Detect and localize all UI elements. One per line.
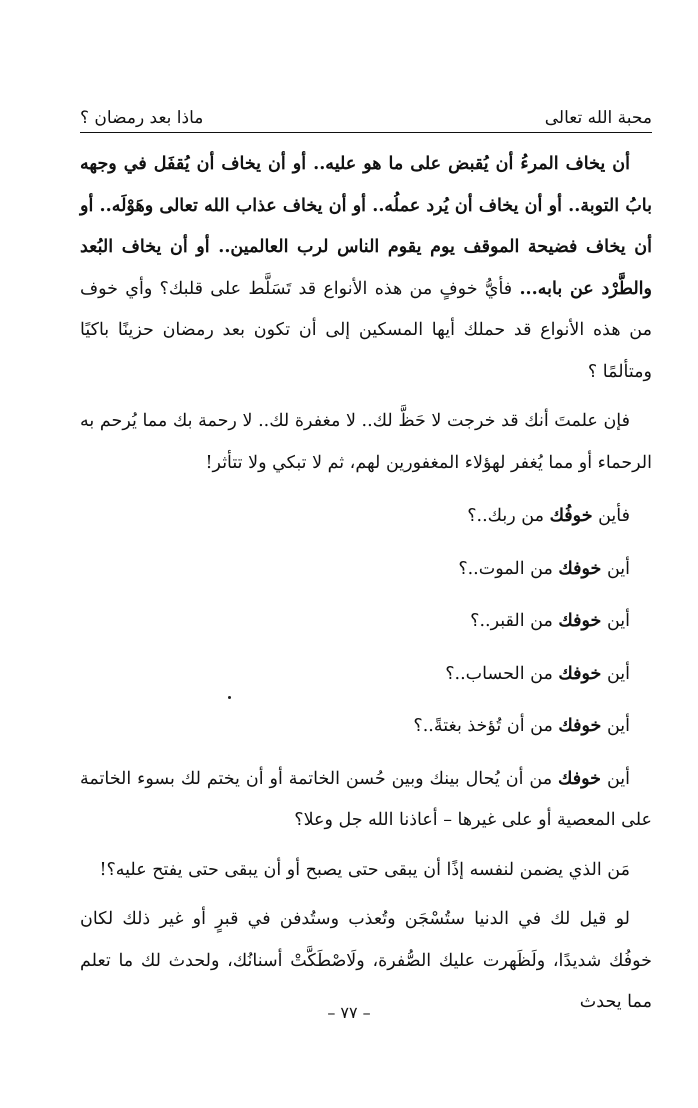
question-list <box>80 490 652 753</box>
stray-dot-mark <box>228 696 231 699</box>
question-prefix: أين <box>601 558 630 579</box>
question-prefix: أين <box>601 663 630 684</box>
question-prefix: فأين <box>592 506 630 526</box>
question-keyword: خوفُك <box>549 506 593 526</box>
question-keyword: خوفك <box>558 558 602 579</box>
paragraph-fears-plain: فأيُّ خوفٍ من هذه الأنواع قد تَسَلَّط على قلبك؟ وأي خوف من هذه الأنواع قد حملك أيها المسكين إلى أن تكون بعد رمضان حزينًا باكيًا ومتألمًا ؟ <box>80 278 652 382</box>
question-suffix: من القبر..؟ <box>470 611 559 631</box>
running-header <box>80 100 652 128</box>
question-keyword: خوفك <box>558 663 602 684</box>
paragraph-worldly-fear: لو قيل لك في الدنيا ستُسْجَن وتُعذب وستُدفن في قبرٍ أو غير ذلك لكان خوفُك شديدًا، ولَظَهرت عليك الصُّفرة، ولَاصْطَكَّتْ أسنانُك، ولحدث لك ما تعلم مما يحدث <box>80 909 652 1012</box>
question-keyword: خوفك <box>558 611 602 631</box>
paragraph-fears <box>80 144 652 393</box>
good-ending-prefix: أين <box>601 768 630 789</box>
question-suffix: من ربك..؟ <box>467 506 550 526</box>
paragraph-who-guarantees: مَن الذي يضمن لنفسه إذًا أن يبقى حتى يصبح أو أن يبقى حتى يفتح عليه؟! <box>99 859 630 880</box>
question-suffix: من الموت..؟ <box>458 558 559 579</box>
good-ending-keyword: خوفك <box>558 768 601 789</box>
question-suffix: من الحساب..؟ <box>445 663 559 684</box>
good-ending-suffix: من أن يُحال بينك وبين حُسن الخاتمة أو أن يختم لك بسوء الخاتمة على المعصية أو على غيرها – أعاذنا الله جل وعلا؟ <box>80 768 652 830</box>
question-item <box>80 595 652 648</box>
paragraph-fears-bold: أن يخاف المرءُ أن يُقبض على ما هو عليه.. أو أن يخاف أن يُقفَل في وجهه بابُ التوبة.. أو أن يخاف أن يُرد عملُه.. أو أن يخاف عذاب الله تعالى وهَوْلَه.. أو أن يخاف فضيحة الموقف يوم يقوم الناس لرب العالمين.. أو أن يخاف البُعد والطَّرْد عن بابه... <box>80 154 652 299</box>
question-prefix: أين <box>601 716 630 736</box>
question-item <box>80 543 652 596</box>
question-keyword: خوفك <box>558 716 602 736</box>
question-suffix: من أن تُؤخذ بغتةً..؟ <box>413 716 559 736</box>
chapter-title: ماذا بعد رمضان ؟ <box>80 108 204 128</box>
header-divider <box>80 132 652 133</box>
paragraph-no-share: فإن علمتَ أنك قد خرجت لا حَظَّ لك.. لا مغفرة لك.. لا رحمة بك مما يُرحم به الرحماء أو مما يُغفر لهؤلاء المغفورين لهم، ثم لا تبكي ولا تتأثر! <box>80 411 652 473</box>
paragraph-good-ending <box>80 759 652 842</box>
question-item <box>80 700 652 753</box>
question-item <box>80 648 652 701</box>
page-body <box>80 144 652 1024</box>
page-number: – ٧٧ – <box>327 1003 371 1022</box>
question-item <box>80 490 652 543</box>
question-prefix: أين <box>601 611 630 631</box>
book-title: محبة الله تعالى <box>544 108 652 128</box>
